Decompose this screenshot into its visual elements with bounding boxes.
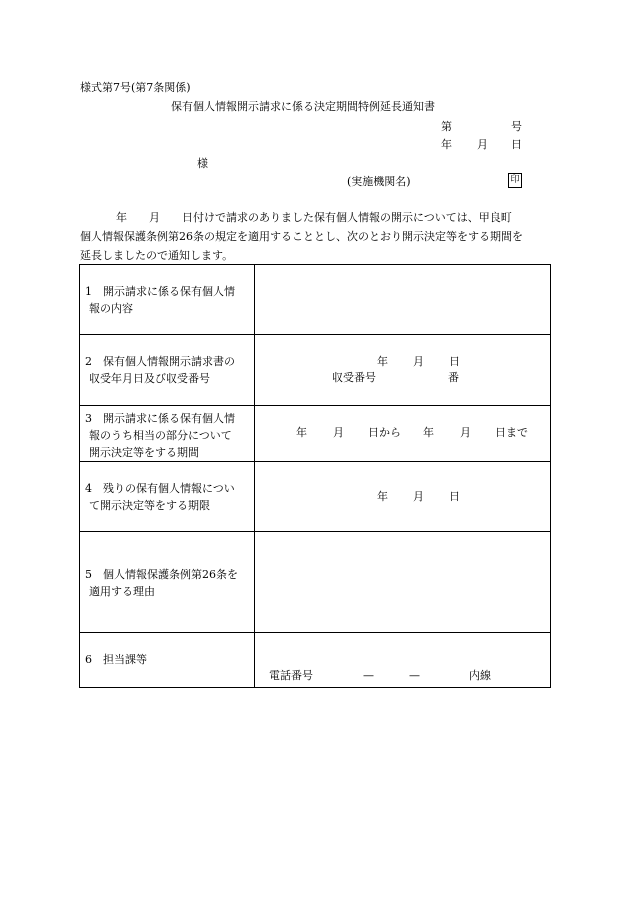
seal-mark: 印 xyxy=(508,173,522,188)
row4-label-b: て開示決定等をする期限 xyxy=(89,499,210,512)
table-row xyxy=(80,532,551,633)
label-cell xyxy=(80,633,255,688)
label-cell xyxy=(80,335,255,406)
row1-label-b: 報の内容 xyxy=(89,302,133,315)
row-label xyxy=(80,265,254,317)
body-line-3: 延長しましたので通知します。 xyxy=(80,249,234,262)
row6-dash-2: — xyxy=(409,669,420,682)
row3-label-c: 開示決定等をする期間 xyxy=(89,446,199,459)
row3-day-from: 日から xyxy=(368,426,401,439)
row3-label-a: 3 開示請求に係る保有個人情 xyxy=(85,412,235,425)
row6-dash-1: — xyxy=(363,669,374,682)
table-row xyxy=(80,335,551,406)
row1-label-a: 1 開示請求に係る保有個人情 xyxy=(85,285,235,298)
date-day: 日 xyxy=(511,138,522,151)
row5-label-a: 5 個人情報保護条例第26条を xyxy=(85,568,238,581)
notice-body xyxy=(80,208,550,265)
body-line-2: 個人情報保護条例第26条の規定を適用することとし、次のとおり開示決定等をする期間を xyxy=(80,230,523,243)
label-cell xyxy=(80,265,255,335)
row2-month: 月 xyxy=(413,355,424,368)
row2-label-b: 収受年月日及び収受番号 xyxy=(89,372,210,385)
row3-year-until: 年 xyxy=(423,426,434,439)
date-month: 月 xyxy=(477,138,488,151)
row2-year: 年 xyxy=(377,355,388,368)
value-cell[interactable] xyxy=(255,633,551,688)
row-label xyxy=(80,335,254,387)
body-line-1: 年 月 日付けで請求のありました保有個人情報の開示については、甲良町 xyxy=(116,211,512,224)
row6-extension: 内線 xyxy=(469,669,491,682)
row4-label-a: 4 残りの保有個人情報につい xyxy=(85,482,235,495)
row4-month: 月 xyxy=(413,490,424,503)
row-label xyxy=(80,406,254,461)
row2-receipt-suffix: 番 xyxy=(448,371,459,384)
doc-number-suffix: 号 xyxy=(511,120,522,133)
row2-receipt-label: 収受番号 xyxy=(332,371,376,384)
value-cell[interactable] xyxy=(255,462,551,532)
addressee-suffix: 様 xyxy=(197,157,208,170)
value-cell[interactable] xyxy=(255,265,551,335)
form-number: 様式第7号(第7条関係) xyxy=(80,81,191,94)
table-row xyxy=(80,406,551,462)
doc-number-prefix: 第 xyxy=(441,120,452,133)
row2-day: 日 xyxy=(449,355,460,368)
value-cell[interactable] xyxy=(255,335,551,406)
row-label xyxy=(80,462,254,514)
details-table xyxy=(79,264,551,688)
row4-day: 日 xyxy=(449,490,460,503)
agency-name: (実施機関名) xyxy=(347,175,411,188)
label-cell xyxy=(80,462,255,532)
row3-label-b: 報のうち相当の部分について xyxy=(89,429,232,442)
document-title: 保有個人情報開示請求に係る決定期間特例延長通知書 xyxy=(171,100,435,113)
row3-month-until: 月 xyxy=(460,426,471,439)
row6-label-a: 6 担当課等 xyxy=(85,653,147,666)
value-cell[interactable] xyxy=(255,532,551,633)
label-cell xyxy=(80,532,255,633)
label-cell xyxy=(80,406,255,462)
value-cell[interactable] xyxy=(255,406,551,462)
row4-year: 年 xyxy=(377,490,388,503)
row3-month-from: 月 xyxy=(333,426,344,439)
row6-phone-label: 電話番号 xyxy=(269,669,313,682)
table-row xyxy=(80,265,551,335)
row-label xyxy=(80,532,254,600)
row3-year-from: 年 xyxy=(296,426,307,439)
row3-day-until: 日まで xyxy=(495,426,528,439)
row-label xyxy=(80,633,254,668)
table-row xyxy=(80,462,551,532)
row2-label-a: 2 保有個人情報開示請求書の xyxy=(85,355,235,368)
row5-label-b: 適用する理由 xyxy=(89,585,155,598)
table-row xyxy=(80,633,551,688)
date-year: 年 xyxy=(441,138,452,151)
